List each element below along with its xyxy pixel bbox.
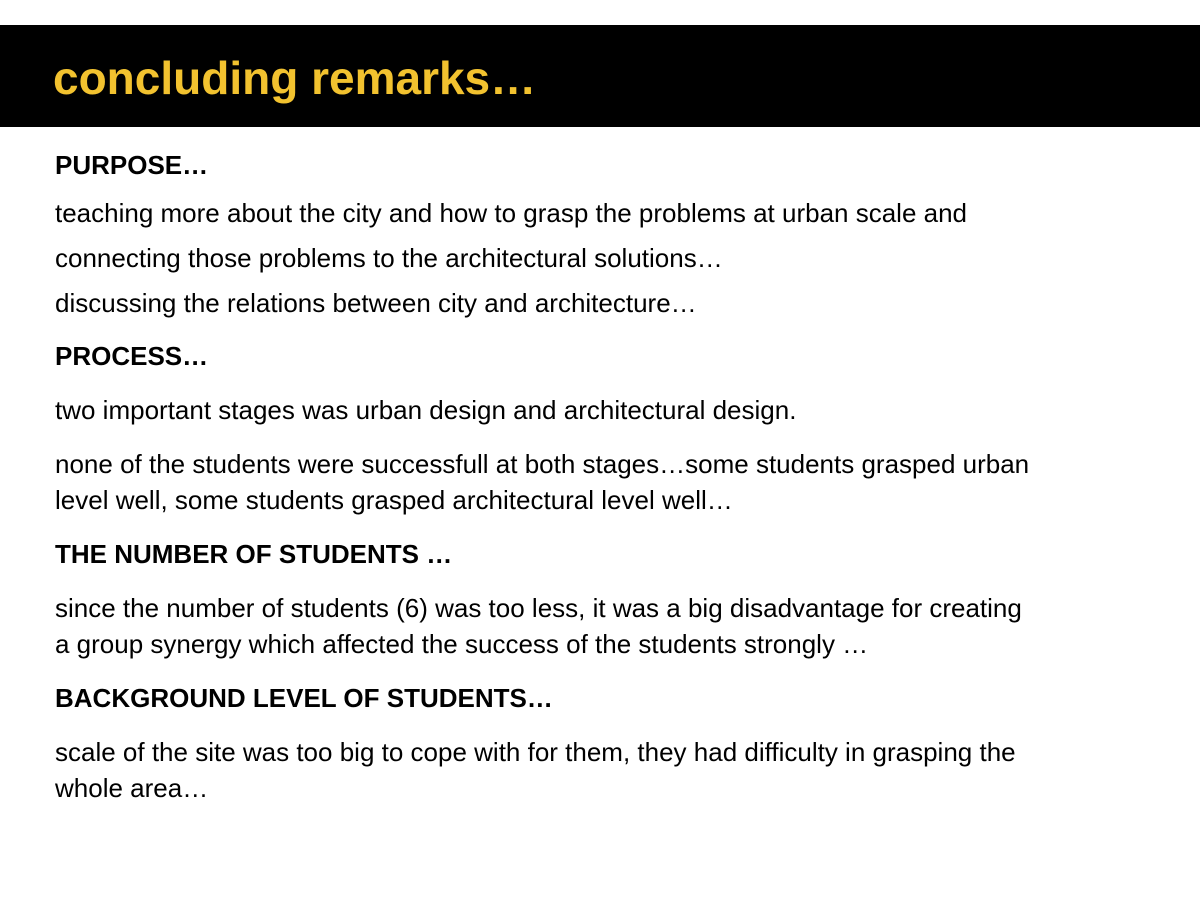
purpose-line-1: teaching more about the city and how to grasp the problems at urban scale and (55, 198, 968, 228)
background-level-line-1: scale of the site was too big to cope with for them, they had difficulty in grasping the (55, 737, 1016, 767)
purpose-line-2: connecting those problems to the architectural solutions… (55, 243, 723, 273)
section-heading-background-level: BACKGROUND LEVEL OF STUDENTS… (55, 683, 553, 713)
process-line-2: none of the students were successfull at both stages…some students grasped urban (55, 449, 1030, 479)
section-heading-purpose: PURPOSE… (55, 150, 209, 180)
process-line-3: level well, some students grasped architectural level well… (55, 485, 733, 515)
section-heading-process: PROCESS… (55, 341, 209, 371)
purpose-line-3: discussing the relations between city and architecture… (55, 288, 697, 318)
process-line-1: two important stages was urban design and architectural design. (55, 395, 797, 425)
number-of-students-line-1: since the number of students (6) was too less, it was a big disadvantage for creating (55, 593, 1022, 623)
background-level-line-2: whole area… (55, 773, 209, 803)
number-of-students-line-2: a group synergy which affected the success of the students strongly … (55, 629, 869, 659)
section-heading-number-of-students: THE NUMBER OF STUDENTS … (55, 539, 453, 569)
slide-title: concluding remarks… (53, 52, 537, 104)
